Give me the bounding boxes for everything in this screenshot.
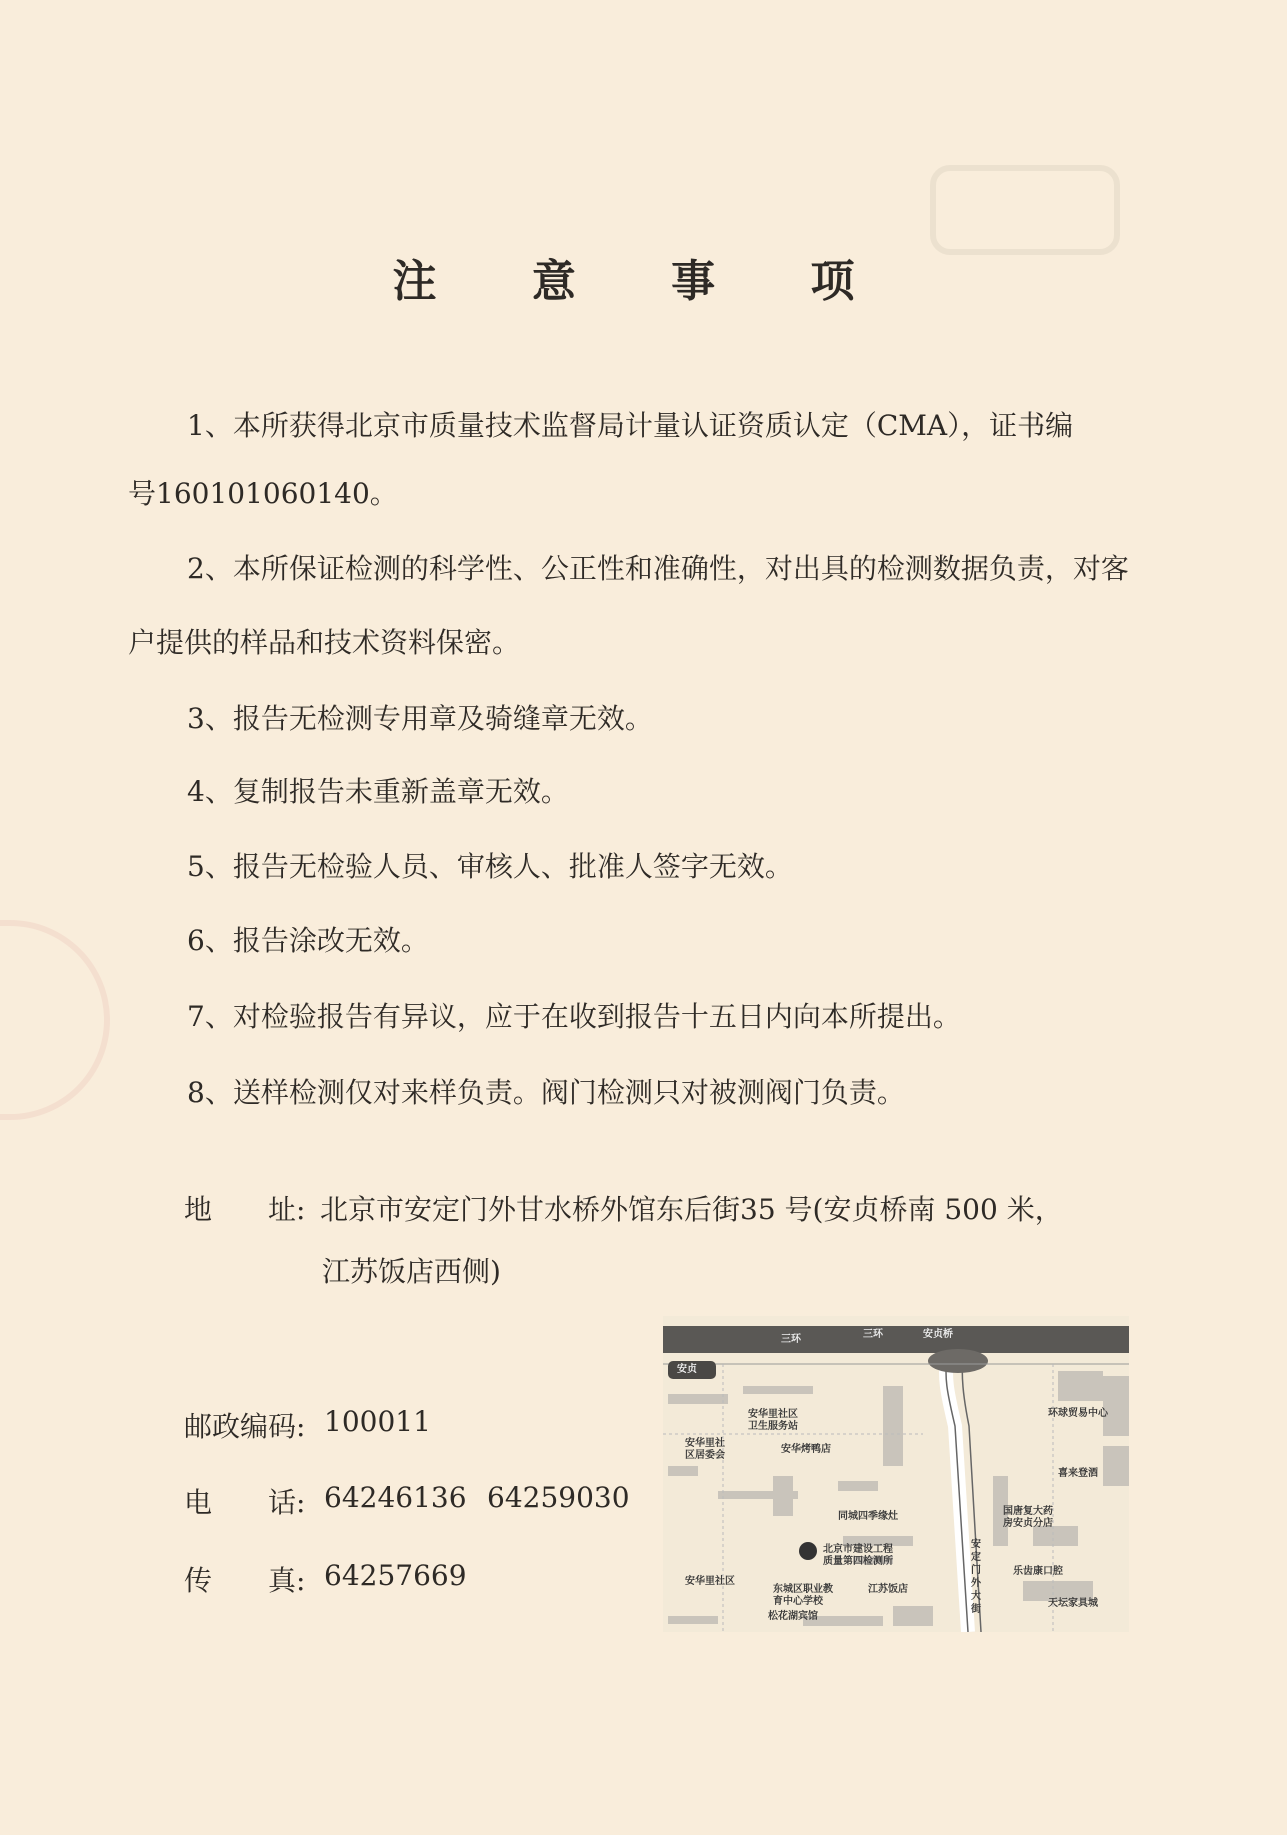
map-poi: 乐齿康口腔 (1013, 1566, 1063, 1577)
notice-item-8: 8、送样检测仅对来样负责。阀门检测只对被测阀门负责。 (187, 1076, 905, 1109)
map-poi: 安华里社区 (685, 1576, 735, 1587)
address-line2: 江苏饭店西侧) (322, 1255, 501, 1288)
fax-value: 64257669 (324, 1559, 467, 1592)
map-label-district: 安贞 (677, 1364, 697, 1375)
map-label-street: 安定门外大街 (971, 1539, 981, 1615)
notice-item-1: 1、本所获得北京市质量技术监督局计量认证资质认定（CMA），证书编 (187, 409, 1074, 442)
map-poi: 松花湖宾馆 (768, 1611, 818, 1622)
phone-value-1: 64246136 (324, 1481, 467, 1514)
red-stamp-mark (0, 920, 110, 1120)
watermark-logo (930, 165, 1120, 255)
notice-item-5: 5、报告无检验人员、审核人、批准人签字无效。 (187, 850, 793, 883)
map-poi: 国唐复大药 房安贞分店 (1003, 1506, 1053, 1529)
map-poi-lab: 北京市建设工程 质量第四检测所 (823, 1544, 893, 1567)
address-line1: 北京市安定门外甘水桥外馆东后街35 号(安贞桥南 500 米， (320, 1193, 1063, 1226)
map-poi: 天坛家具城 (1048, 1598, 1098, 1609)
postcode-label: 邮政编码: (184, 1410, 306, 1443)
map-poi: 环球贸易中心 (1048, 1408, 1108, 1419)
notice-item-2: 2、本所保证检测的科学性、公正性和准确性，对出具的检测数据负责，对客 (187, 552, 1129, 585)
map-poi: 江苏饭店 (868, 1584, 908, 1595)
fax-label: 传 真: (184, 1564, 306, 1597)
location-map (663, 1316, 1129, 1632)
map-label-road-3rd-ring: 三环 (863, 1329, 883, 1340)
phone-label: 电 话: (184, 1486, 306, 1519)
map-label-bridge: 安贞桥 (923, 1329, 953, 1340)
notice-item-2-cont: 户提供的样品和技术资料保密。 (128, 626, 521, 659)
map-poi: 安华里社区 卫生服务站 (748, 1409, 798, 1432)
map-label-road-3rd-ring-left: 三环 (781, 1334, 801, 1345)
phone-value-2: 64259030 (487, 1481, 630, 1514)
map-poi: 安华烤鸭店 (781, 1444, 831, 1455)
notice-item-4: 4、复制报告未重新盖章无效。 (187, 775, 569, 808)
map-poi: 安华里社 区居委会 (685, 1438, 725, 1461)
notice-item-1-cont: 号160101060140。 (128, 477, 398, 510)
address-label: 地 址: (184, 1193, 306, 1226)
map-poi: 同城四季缘灶 (838, 1511, 898, 1522)
notice-item-3: 3、报告无检测专用章及骑缝章无效。 (187, 702, 653, 735)
map-poi: 东城区职业教 育中心学校 (773, 1584, 833, 1607)
notice-item-7: 7、对检验报告有异议，应于在收到报告十五日内向本所提出。 (187, 1000, 961, 1033)
notice-item-6: 6、报告涂改无效。 (187, 924, 429, 957)
postcode-value: 100011 (324, 1405, 431, 1438)
map-poi: 喜来登酒 (1058, 1468, 1098, 1479)
page-title: 注 意 事 项 (392, 256, 895, 307)
